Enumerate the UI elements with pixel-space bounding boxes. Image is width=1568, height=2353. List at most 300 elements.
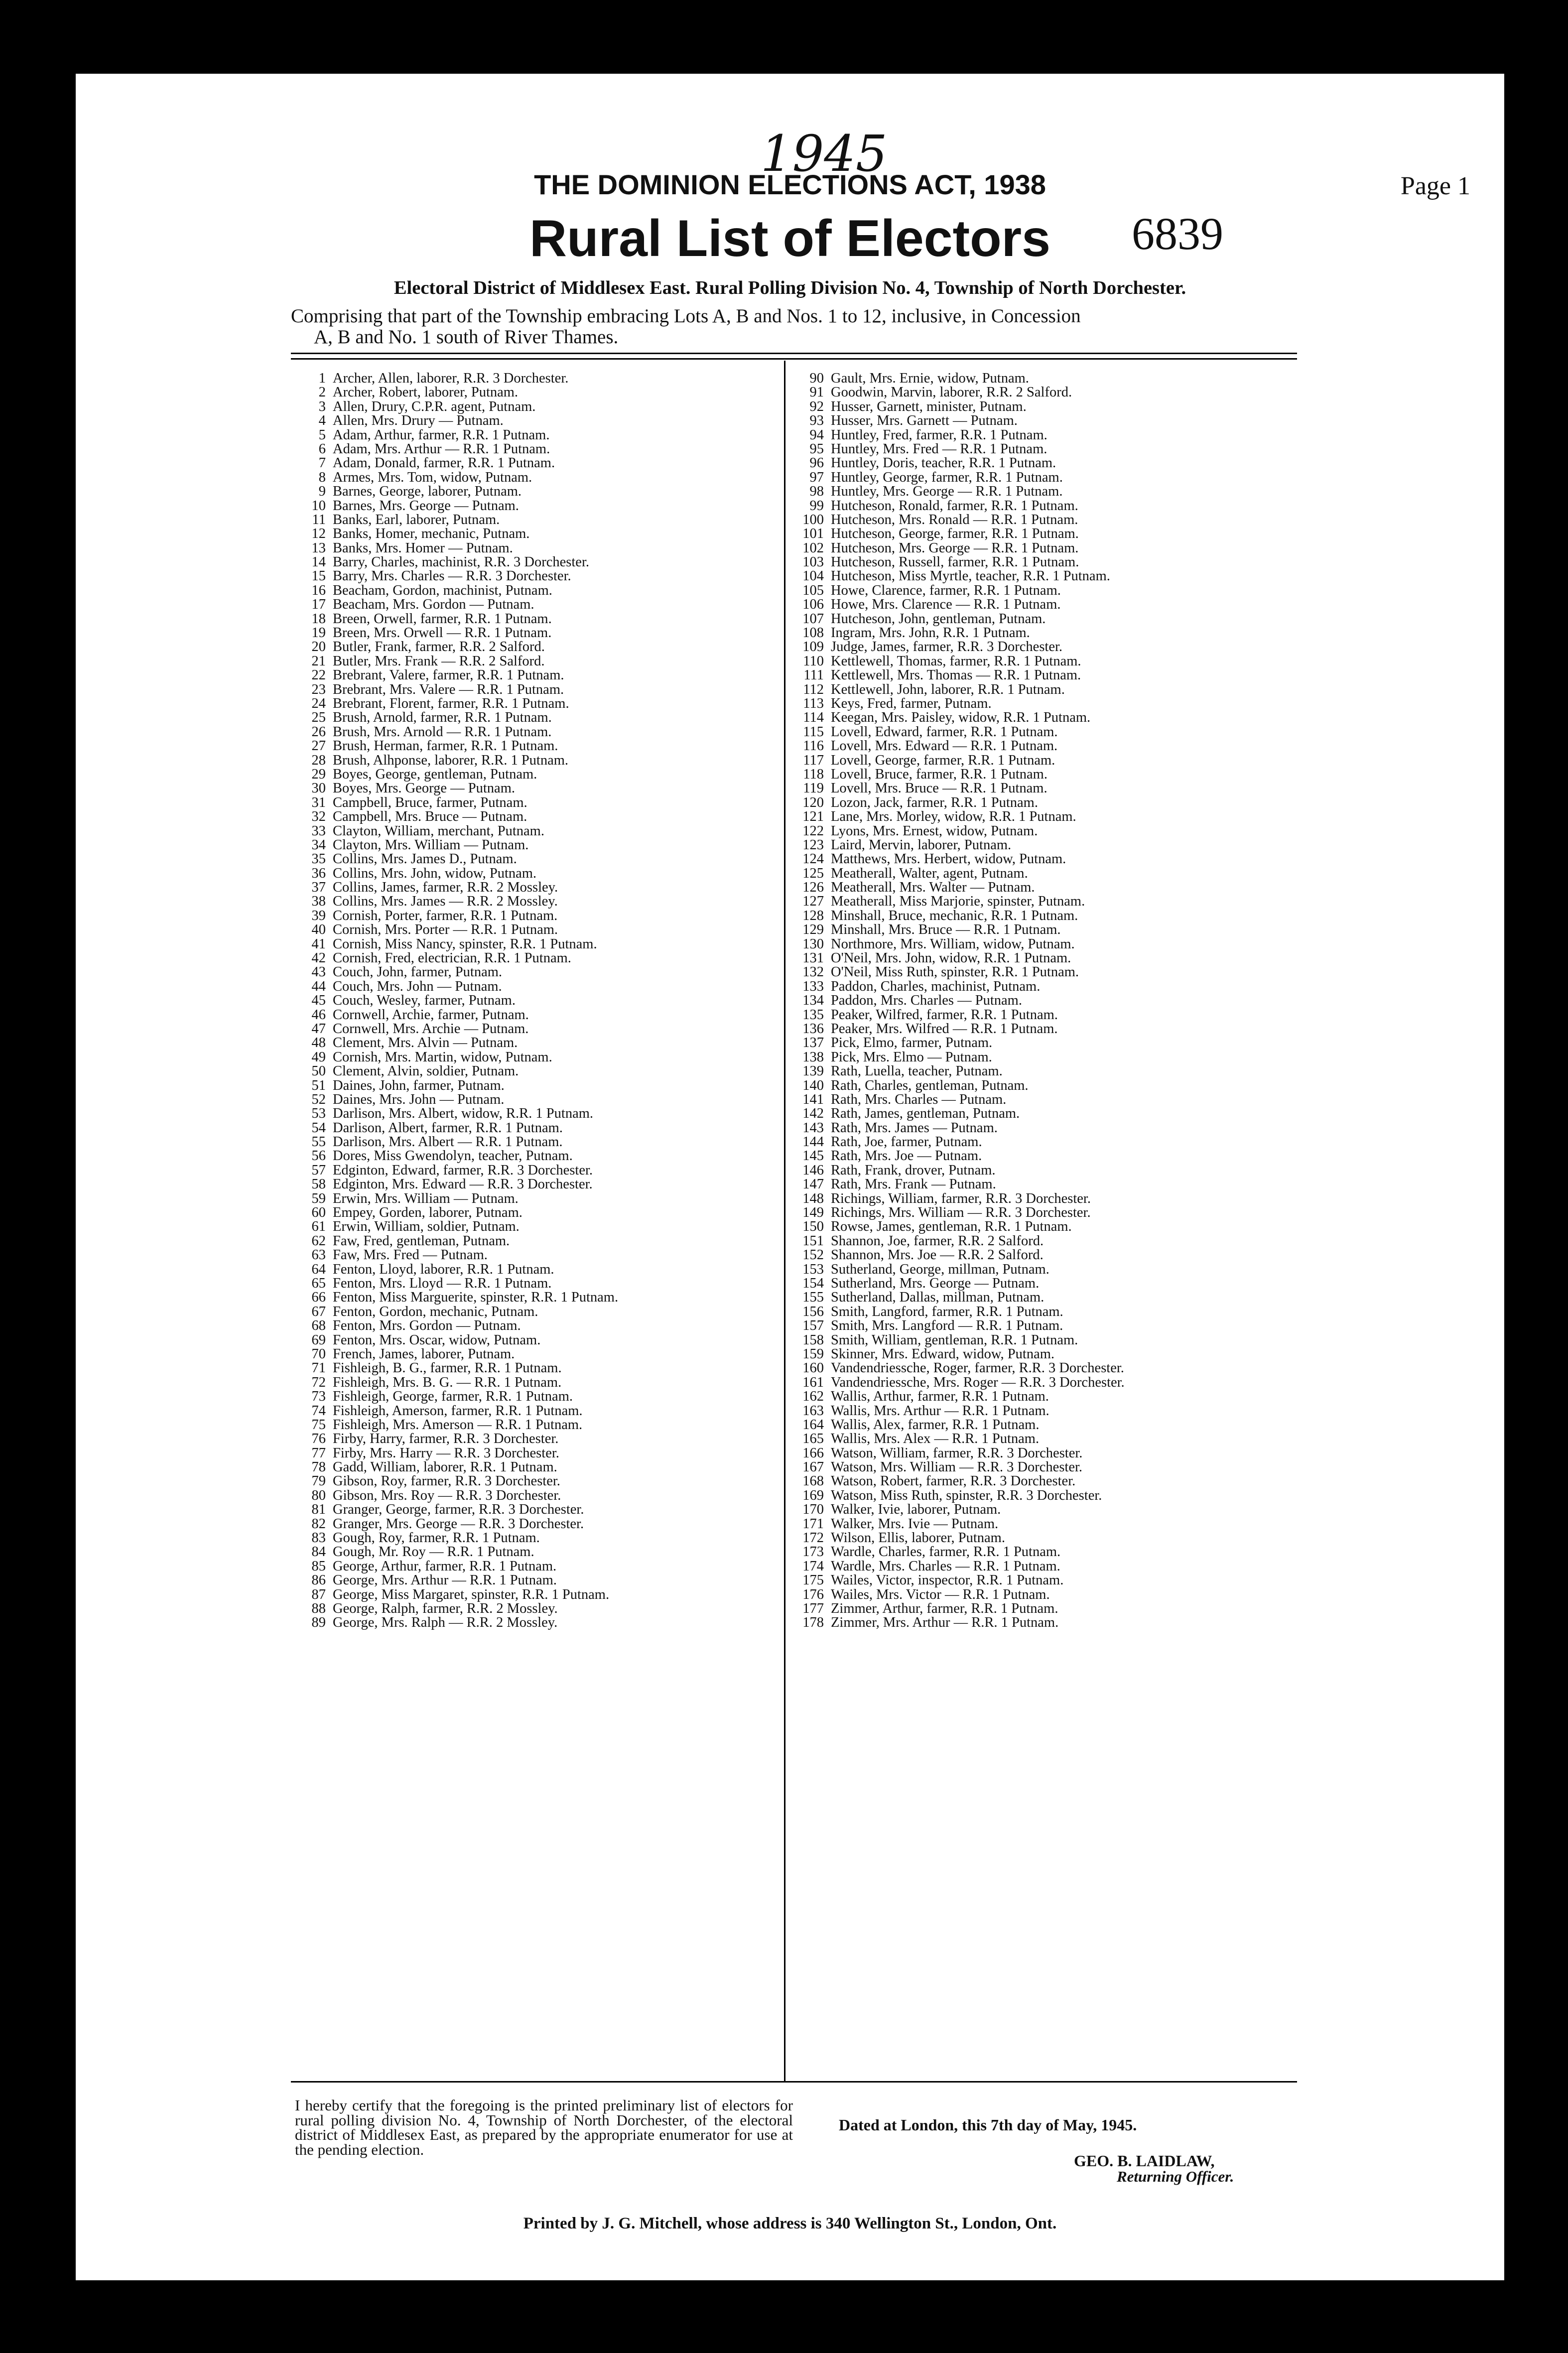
elector-row [793,654,1291,668]
elector-entry: Watson, Mrs. William — R.R. 3 Dorchester. [831,1459,1083,1475]
elector-entry: Barnes, Mrs. George — Putnam. [333,498,519,514]
elector-number: 137 [802,1035,824,1051]
elector-entry: Keegan, Mrs. Paisley, widow, R.R. 1 Putnam. [831,710,1091,726]
elector-number: 71 [311,1360,326,1376]
elector-number: 33 [311,823,326,839]
elector-entry: Erwin, Mrs. William — Putnam. [333,1190,519,1206]
elector-number: 163 [802,1403,824,1419]
elector-row [793,1602,1291,1616]
elector-entry: Zimmer, Mrs. Arthur — R.R. 1 Putnam. [831,1615,1059,1631]
elector-number: 42 [311,950,326,966]
elector-number: 40 [311,922,326,938]
elector-number: 15 [311,568,326,584]
elector-row [295,1192,773,1206]
elector-entry: Cornish, Miss Nancy, spinster, R.R. 1 Putnam. [333,936,597,952]
elector-number: 14 [311,554,326,570]
elector-number: 109 [802,639,824,655]
elector-row [295,555,773,569]
elector-entry: Northmore, Mrs. William, widow, Putnam. [831,936,1075,952]
elector-row [295,796,773,810]
elector-number: 39 [311,908,326,923]
elector-number: 153 [802,1261,824,1277]
comprising-line-2: A, B and No. 1 south of River Thames. [314,326,619,348]
elector-row [793,1418,1291,1432]
elector-number: 26 [311,724,326,740]
elector-entry: Collins, James, farmer, R.R. 2 Mossley. [333,880,558,896]
elector-number: 132 [802,964,824,980]
elector-entry: Smith, Langford, farmer, R.R. 1 Putnam. [831,1304,1063,1319]
elector-row [793,1616,1291,1630]
elector-entry: Huntley, Doris, teacher, R.R. 1 Putnam. [831,455,1056,471]
elector-number: 166 [802,1445,824,1461]
elector-row [793,1503,1291,1517]
signer-title: Returning Officer. [1117,2168,1234,2185]
elector-row [793,442,1291,456]
elector-number: 92 [809,398,824,414]
elector-entry: Peaker, Mrs. Wilfred — R.R. 1 Putnam. [831,1021,1058,1037]
elector-entry: Granger, George, farmer, R.R. 3 Dorchester. [333,1502,584,1518]
elector-number: 59 [311,1190,326,1206]
elector-entry: Hutcheson, George, farmer, R.R. 1 Putnam. [831,526,1079,542]
elector-row [295,1474,773,1488]
elector-entry: Ingram, Mrs. John, R.R. 1 Putnam. [831,625,1030,641]
elector-row [295,1517,773,1531]
elector-number: 102 [802,540,824,556]
elector-entry: Brebrant, Florent, farmer, R.R. 1 Putnam. [333,695,569,711]
elector-row [793,1149,1291,1163]
elector-row [793,1390,1291,1404]
elector-number: 77 [311,1445,326,1461]
elector-entry: Rath, Mrs. Joe — Putnam. [831,1148,982,1164]
elector-number: 6 [318,441,326,457]
elector-row [295,782,773,795]
elector-row [793,923,1291,937]
elector-entry: O'Neil, Miss Ruth, spinster, R.R. 1 Putnam. [831,964,1079,980]
elector-entry: Fenton, Mrs. Oscar, widow, Putnam. [333,1332,541,1348]
elector-number: 133 [802,978,824,994]
elector-number: 2 [318,385,326,400]
elector-entry: Breen, Orwell, farmer, R.R. 1 Putnam. [333,611,552,627]
handwritten-year: 1945 [761,125,888,183]
elector-row [793,1588,1291,1602]
elector-entry: Walker, Mrs. Ivie — Putnam. [831,1516,999,1532]
elector-entry: Boyes, Mrs. George — Putnam. [333,781,515,796]
elector-number: 18 [311,611,326,627]
elector-number: 175 [802,1572,824,1588]
elector-entry: Brush, Mrs. Arnold — R.R. 1 Putnam. [333,724,552,740]
elector-entry: Goodwin, Marvin, laborer, R.R. 2 Salford. [831,385,1072,400]
elector-entry: Rath, Mrs. Frank — Putnam. [831,1176,996,1192]
elector-entry: Huntley, Mrs. George — R.R. 1 Putnam. [831,484,1063,500]
elector-entry: Empey, Gorden, laborer, Putnam. [333,1205,523,1221]
elector-row [793,951,1291,965]
elector-row [295,598,773,612]
elector-row [295,456,773,470]
list-number: 6839 [1132,208,1223,259]
elector-row [793,1319,1291,1333]
elector-number: 159 [802,1346,824,1362]
elector-number: 127 [802,894,824,910]
footer-divider [291,2081,1297,2083]
elector-entry: Meatherall, Miss Marjorie, spinster, Putnam. [831,894,1085,910]
elector-entry: Granger, Mrs. George — R.R. 3 Dorchester. [333,1516,584,1532]
elector-row [295,725,773,739]
elector-row [793,1347,1291,1361]
elector-row [793,1022,1291,1036]
elector-number: 35 [311,851,326,867]
elector-number: 74 [311,1403,326,1419]
elector-row [295,1079,773,1093]
elector-entry: Clement, Alvin, soldier, Putnam. [333,1063,519,1079]
elector-number: 63 [311,1247,326,1263]
elector-row [793,1036,1291,1050]
elector-entry: Wallis, Alex, farmer, R.R. 1 Putnam. [831,1417,1040,1433]
elector-entry: George, Arthur, farmer, R.R. 1 Putnam. [333,1558,557,1574]
elector-number: 56 [311,1148,326,1164]
elector-row [295,838,773,852]
elector-row [793,1545,1291,1559]
elector-row [295,1333,773,1347]
elector-row [793,1474,1291,1488]
elector-entry: Rath, Charles, gentleman, Putnam. [831,1077,1029,1093]
elector-entry: Keys, Fred, farmer, Putnam. [831,695,992,711]
elector-number: 100 [802,512,824,527]
elector-row [295,1149,773,1163]
elector-entry: Lane, Mrs. Morley, widow, R.R. 1 Putnam. [831,809,1076,825]
elector-row [295,1291,773,1305]
elector-row [295,1418,773,1432]
elector-row [793,824,1291,838]
elector-row [295,400,773,414]
comprising-line-1: Comprising that part of the Township embracing Lots A, B and Nos. 1 to 12, inclusive, in Concession [291,305,1081,327]
elector-number: 147 [802,1176,824,1192]
elector-number: 50 [311,1063,326,1079]
elector-entry: Rowse, James, gentleman, R.R. 1 Putnam. [831,1219,1072,1235]
elector-number: 99 [809,498,824,514]
elector-entry: Husser, Mrs. Garnett — Putnam. [831,413,1018,429]
elector-number: 144 [802,1134,824,1150]
elector-number: 103 [802,554,824,570]
elector-entry: Barry, Charles, machinist, R.R. 3 Dorchester. [333,554,590,570]
elector-entry: Fenton, Miss Marguerite, spinster, R.R. 1 Putnam. [333,1290,619,1306]
elector-row [793,838,1291,852]
elector-entry: Huntley, Fred, farmer, R.R. 1 Putnam. [831,427,1047,443]
elector-number: 64 [311,1261,326,1277]
elector-entry: Brebrant, Valere, farmer, R.R. 1 Putnam. [333,667,564,683]
elector-number: 130 [802,936,824,952]
elector-row [295,980,773,994]
elector-row [295,1573,773,1587]
elector-number: 146 [802,1162,824,1178]
elector-row [295,1164,773,1177]
elector-number: 126 [802,880,824,896]
elector-entry: Banks, Homer, mechanic, Putnam. [333,526,530,542]
elector-row [793,895,1291,909]
elector-row [295,923,773,937]
elector-row [295,1616,773,1630]
elector-entry: Edginton, Mrs. Edward — R.R. 3 Dorchester. [333,1176,593,1192]
elector-row [295,471,773,485]
elector-number: 54 [311,1120,326,1136]
elector-row [295,867,773,881]
elector-number: 158 [802,1332,824,1348]
elector-row [793,980,1291,994]
header-divider [291,353,1297,360]
elector-row [793,1093,1291,1107]
elector-row [295,1022,773,1036]
elector-row [295,1177,773,1191]
elector-entry: Rath, Mrs. Charles — Putnam. [831,1091,1007,1107]
elector-entry: Fenton, Mrs. Lloyd — R.R. 1 Putnam. [333,1276,552,1291]
elector-number: 178 [802,1615,824,1631]
elector-row [295,1277,773,1291]
elector-row [295,1361,773,1375]
elector-entry: Walker, Ivie, laborer, Putnam. [831,1502,1001,1518]
elector-entry: Faw, Mrs. Fred — Putnam. [333,1247,488,1263]
elector-row [295,697,773,711]
elector-number: 67 [311,1304,326,1319]
elector-number: 22 [311,667,326,683]
elector-number: 157 [802,1318,824,1334]
elector-row [295,1545,773,1559]
elector-entry: Fenton, Gordon, mechanic, Putnam. [333,1304,538,1319]
elector-number: 88 [311,1600,326,1616]
elector-entry: Howe, Mrs. Clarence — R.R. 1 Putnam. [831,597,1061,613]
elector-entry: Gadd, William, laborer, R.R. 1 Putnam. [333,1459,557,1475]
elector-row [793,569,1291,583]
elector-number: 170 [802,1502,824,1518]
act-heading: THE DOMINION ELECTIONS ACT, 1938 [534,169,1046,200]
elector-entry: Archer, Robert, laborer, Putnam. [333,385,519,400]
elector-number: 84 [311,1544,326,1560]
elector-entry: Watson, William, farmer, R.R. 3 Dorchester. [831,1445,1083,1461]
elector-entry: Brush, Alhponse, laborer, R.R. 1 Putnam. [333,752,569,768]
elector-number: 83 [311,1530,326,1546]
elector-row [295,1446,773,1460]
elector-row [793,1206,1291,1220]
elector-entry: Cornish, Mrs. Porter — R.R. 1 Putnam. [333,922,558,938]
elector-row [295,810,773,824]
elector-row [793,499,1291,513]
elector-row [793,612,1291,626]
elector-entry: Wilson, Ellis, laborer, Putnam. [831,1530,1005,1546]
elector-entry: Vandendriessche, Roger, farmer, R.R. 3 Dorchester. [831,1360,1124,1376]
elector-row [793,810,1291,824]
elector-entry: Laird, Mervin, laborer, Putnam. [831,837,1012,853]
elector-entry: Hutcheson, John, gentleman, Putnam. [831,611,1046,627]
elector-number: 167 [802,1459,824,1475]
elector-row [793,739,1291,753]
elector-entry: Banks, Earl, laborer, Putnam. [333,512,500,527]
elector-row [793,909,1291,923]
elector-number: 31 [311,794,326,810]
elector-row [295,881,773,895]
elector-row [295,584,773,598]
elector-entry: Darlison, Albert, farmer, R.R. 1 Putnam. [333,1120,563,1136]
elector-number: 13 [311,540,326,556]
elector-row [295,1347,773,1361]
elector-row [295,414,773,428]
elector-number: 106 [802,597,824,613]
elector-entry: Cornish, Mrs. Martin, widow, Putnam. [333,1049,552,1065]
elector-entry: Rath, Mrs. James — Putnam. [831,1120,998,1136]
elector-number: 162 [802,1389,824,1405]
elector-entry: George, Mrs. Ralph — R.R. 2 Mossley. [333,1615,558,1631]
elector-number: 173 [802,1544,824,1560]
elector-entry: Faw, Fred, gentleman, Putnam. [333,1233,510,1249]
elector-number: 151 [802,1233,824,1249]
elector-number: 174 [802,1558,824,1574]
comprising-note [291,306,1297,348]
document-page [76,74,1504,2280]
elector-row [793,668,1291,682]
elector-entry: Gibson, Roy, farmer, R.R. 3 Dorchester. [333,1473,560,1489]
elector-row [793,1573,1291,1587]
elector-row [295,909,773,923]
elector-row [295,1064,773,1078]
elector-row [295,852,773,866]
elector-row [295,1319,773,1333]
elector-entry: Allen, Mrs. Drury — Putnam. [333,413,504,429]
elector-entry: Archer, Allen, laborer, R.R. 3 Dorchester. [333,371,569,386]
elector-row [295,1206,773,1220]
elector-number: 155 [802,1290,824,1306]
elector-entry: Gough, Roy, farmer, R.R. 1 Putnam. [333,1530,540,1546]
elector-number: 129 [802,922,824,938]
elector-entry: Gibson, Mrs. Roy — R.R. 3 Dorchester. [333,1487,561,1503]
elector-number: 135 [802,1007,824,1023]
elector-entry: Hutcheson, Mrs. Ronald — R.R. 1 Putnam. [831,512,1078,527]
elector-entry: Cornish, Fred, electrician, R.R. 1 Putnam. [333,950,571,966]
elector-row [793,527,1291,541]
elector-row [793,471,1291,485]
elector-number: 9 [318,484,326,500]
elector-row [793,852,1291,866]
elector-row [793,584,1291,598]
elector-entry: Wardle, Mrs. Charles — R.R. 1 Putnam. [831,1558,1060,1574]
elector-number: 176 [802,1586,824,1602]
elector-entry: Fishleigh, B. G., farmer, R.R. 1 Putnam. [333,1360,562,1376]
elector-number: 1 [318,371,326,386]
elector-number: 75 [311,1417,326,1433]
elector-number: 21 [311,653,326,669]
elector-entry: Rath, Joe, farmer, Putnam. [831,1134,982,1150]
elector-row [793,1234,1291,1248]
elector-row [295,428,773,442]
elector-row [793,1432,1291,1446]
elector-number: 152 [802,1247,824,1263]
elector-number: 66 [311,1290,326,1306]
elector-row [295,372,773,386]
elector-row [295,485,773,499]
elector-entry: Peaker, Wilfred, farmer, R.R. 1 Putnam. [831,1007,1058,1023]
elector-entry: George, Mrs. Arthur — R.R. 1 Putnam. [333,1572,557,1588]
elector-number: 104 [802,568,824,584]
elector-number: 55 [311,1134,326,1150]
elector-number: 73 [311,1389,326,1405]
elector-number: 112 [803,681,824,697]
elector-entry: Wailes, Mrs. Victor — R.R. 1 Putnam. [831,1586,1050,1602]
elector-row [793,1248,1291,1262]
elector-entry: Collins, Mrs. John, widow, Putnam. [333,865,537,881]
elector-entry: Butler, Frank, farmer, R.R. 2 Salford. [333,639,545,655]
elector-entry: Firby, Mrs. Harry — R.R. 3 Dorchester. [333,1445,559,1461]
elector-row [793,386,1291,399]
elector-row [793,937,1291,951]
elector-row [793,414,1291,428]
elector-number: 43 [311,964,326,980]
elector-entry: Paddon, Mrs. Charles — Putnam. [831,993,1022,1009]
elector-row [793,456,1291,470]
elector-entry: Huntley, George, farmer, R.R. 1 Putnam. [831,469,1063,485]
elector-entry: Rath, Luella, teacher, Putnam. [831,1063,1003,1079]
elector-number: 53 [311,1106,326,1122]
elector-number: 82 [311,1516,326,1532]
elector-number: 171 [802,1516,824,1532]
elector-row [295,1503,773,1517]
elector-number: 111 [803,667,824,683]
elector-number: 125 [802,865,824,881]
elector-row [793,1177,1291,1191]
elector-entry: Richings, William, farmer, R.R. 3 Dorchester. [831,1190,1091,1206]
elector-entry: Meatherall, Walter, agent, Putnam. [831,865,1028,881]
elector-number: 52 [311,1091,326,1107]
elector-row [295,1248,773,1262]
elector-entry: Fishleigh, George, farmer, R.R. 1 Putnam. [333,1389,573,1405]
elector-number: 121 [802,809,824,825]
elector-entry: Sutherland, Dallas, millman, Putnam. [831,1290,1045,1306]
elector-row [793,1277,1291,1291]
elector-number: 46 [311,1007,326,1023]
page-title: Rural List of Electors [529,210,1050,267]
elector-row [793,1489,1291,1503]
elector-row [793,541,1291,555]
elector-row [793,867,1291,881]
elector-entry: George, Miss Margaret, spinster, R.R. 1 Putnam. [333,1586,610,1602]
elector-number: 57 [311,1162,326,1178]
elector-number: 94 [809,427,824,443]
elector-entry: Adam, Arthur, farmer, R.R. 1 Putnam. [333,427,550,443]
elector-number: 16 [311,582,326,598]
elector-number: 91 [809,385,824,400]
elector-number: 156 [802,1304,824,1319]
elector-number: 128 [802,908,824,923]
elector-number: 120 [802,794,824,810]
elector-number: 131 [802,950,824,966]
elector-row [793,1164,1291,1177]
page-number: Page 1 [1400,172,1470,200]
elector-number: 30 [311,781,326,796]
elector-entry: Hutcheson, Russell, farmer, R.R. 1 Putnam. [831,554,1079,570]
elector-entry: Sutherland, Mrs. George — Putnam. [831,1276,1040,1291]
elector-number: 7 [318,455,326,471]
elector-number: 113 [803,695,824,711]
elector-entry: Lyons, Mrs. Ernest, widow, Putnam. [831,823,1038,839]
elector-row [295,668,773,682]
elector-entry: Campbell, Bruce, farmer, Putnam. [333,794,527,810]
elector-entry: Dores, Miss Gwendolyn, teacher, Putnam. [333,1148,573,1164]
elector-row [295,1588,773,1602]
elector-number: 44 [311,978,326,994]
elector-number: 101 [802,526,824,542]
elector-row [793,683,1291,697]
elector-row [793,1404,1291,1418]
elector-entry: Wailes, Victor, inspector, R.R. 1 Putnam. [831,1572,1064,1588]
elector-entry: Hutcheson, Ronald, farmer, R.R. 1 Putnam. [831,498,1078,514]
elector-row [295,640,773,654]
elector-row [793,372,1291,386]
elector-row [295,1093,773,1107]
